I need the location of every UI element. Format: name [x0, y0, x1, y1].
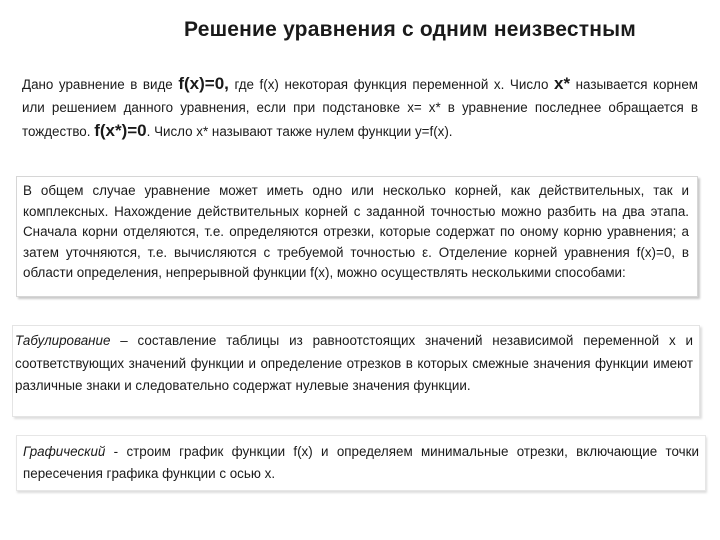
general-case-paragraph: В общем случае уравнение может иметь одно или несколько корней, как действительных, так и комплексных. Нахождение действительных корней с заданной точностью можно разбить на два этапа. Сначала корни отделяются, т.е. определяются отрезки, которые содержат по оному корню уравнения; а затем уточняются, т.е. вычисляются с требуемой точностью ε. Отделение корней уравнения f(x)=0, в области определения, непрерывной функции f(x), можно осуществлять несколькими способами:	[23, 183, 689, 280]
graphical-box	[16, 435, 706, 491]
tabulation-text: – составление таблицы из равноотстоящих значений независимой переменной x и соответствующих значений функции и определение отрезков в которых смежные значения функции имеют различные знаки и следовательно содержат нулевые значения функции.	[15, 333, 693, 393]
tabulation-term: Табулирование	[15, 333, 111, 348]
root-symbol: x*	[554, 74, 571, 93]
equation-fx-zero: f(x)=0,	[178, 74, 229, 93]
intro-text-2: где f(x) некоторая функция переменной x. Число	[228, 77, 555, 92]
equation-fx-star-zero: f(x*)=0	[94, 121, 147, 140]
intro-text-3: называется корнем или решением данного уравнения, если при подстановке x= x* в уравнение последнее обращается в тождество.	[22, 77, 698, 139]
graphical-term: Графический	[23, 444, 106, 459]
graphical-paragraph	[23, 441, 699, 485]
general-case-box	[16, 176, 698, 297]
intro-text-4: . Число x* называют также нулем функции y=f(x).	[146, 124, 453, 139]
tabulation-box	[12, 325, 700, 417]
slide-title: Решение уравнения с одним неизвестным	[184, 18, 636, 41]
intro-text-1: Дано уравнение в виде	[22, 77, 179, 92]
graphical-text: - строим график функции f(x) и определяем минимальные отрезки, включающие точки пересечения графика функции с осью x.	[23, 444, 699, 481]
intro-paragraph	[22, 72, 698, 143]
tabulation-paragraph	[15, 330, 693, 398]
